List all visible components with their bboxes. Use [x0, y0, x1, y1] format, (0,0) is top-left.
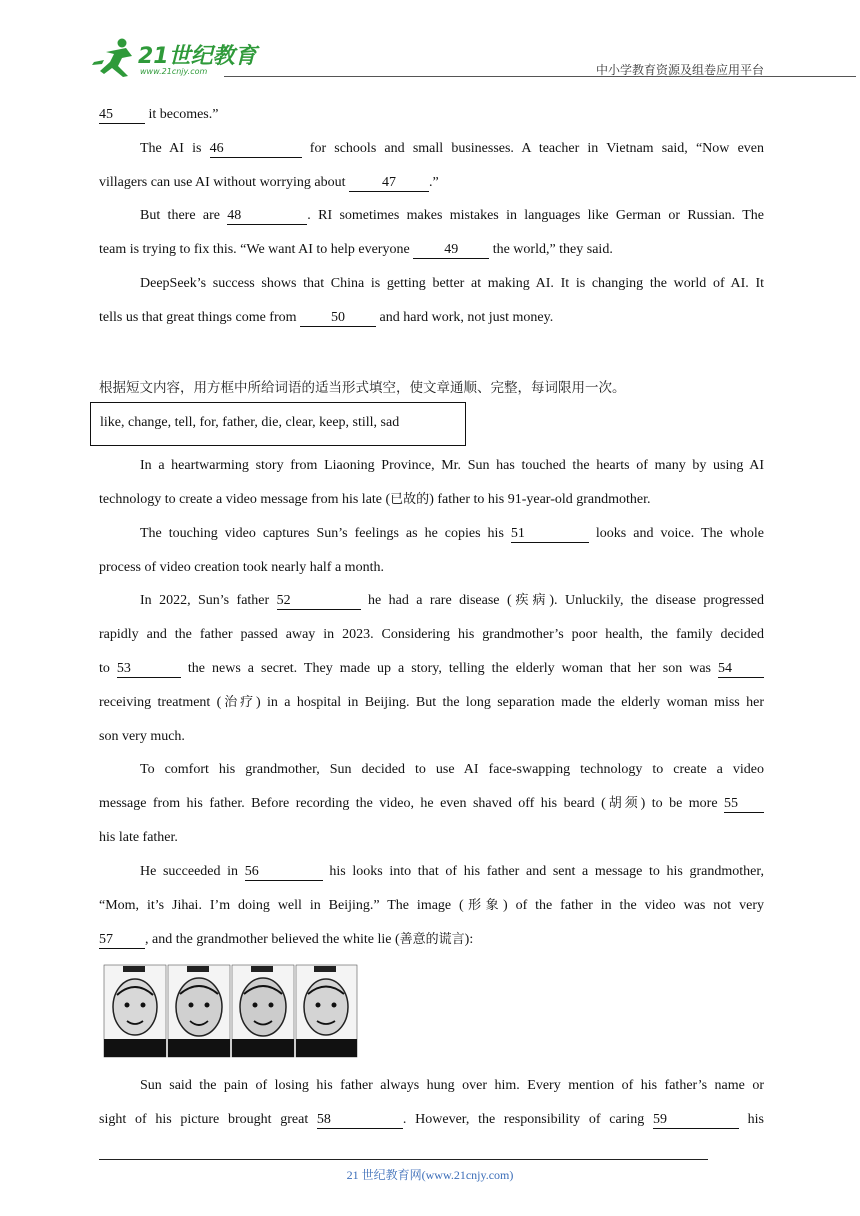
footer-text: 21 世纪教育网(www.21cnjy.com): [346, 1168, 514, 1182]
blank-56: 56: [245, 864, 323, 881]
text-line: To comfort his grandmother, Sun decided to use AI face-swapping technology to create a video: [140, 762, 764, 777]
text-line: He succeeded in 56 his looks into that of his father and sent a message to his grandmother,: [140, 864, 764, 879]
blank-57: 57: [99, 932, 145, 949]
text-line: In 2022, Sun’s father 52 he had a rare disease (疾病). Unluckily, the disease progressed: [140, 593, 764, 608]
word-box: [90, 402, 466, 446]
text-line: technology to create a video message from his late (已故的) father to his 91-year-old grandmother.: [99, 492, 651, 507]
word-list: like, change, tell, for, father, die, clear, keep, still, sad: [100, 415, 400, 430]
instruction-text: 根据短文内容，用方框中所给词语的适当形式填空，使文章通顺、完整，每词限用一次。: [99, 380, 626, 396]
blank-52: 52: [277, 593, 361, 610]
text-line: 45 it becomes.”: [99, 107, 219, 122]
logo-text: 21世纪教育: [138, 44, 257, 69]
blank-49: 49: [413, 242, 489, 259]
text-line: message from his father. Before recording the video, he even shaved off his beard (胡须) to be more 55: [99, 794, 764, 814]
text-line: tells us that great things come from 50 and hard work, not just money.: [99, 310, 554, 325]
page-header: [92, 36, 764, 78]
site-logo: [92, 36, 262, 78]
blank-47: 47: [349, 175, 429, 192]
face-swap-photo-strip: [103, 961, 358, 1059]
blank-53: 53: [117, 661, 181, 678]
portrait-photo: [168, 965, 230, 1057]
platform-slogan: 中小学教育资源及组卷应用平台: [595, 63, 764, 77]
portrait-photo: [104, 965, 166, 1057]
text-line: rapidly and the father passed away in 2023. Considering his grandmother’s poor health, the family decided: [99, 627, 764, 642]
text-line: The touching video captures Sun’s feelings as he copies his 51 looks and voice. The whole: [140, 526, 764, 541]
text-line: Sun said the pain of losing his father always hung over him. Every mention of his father’s name or: [140, 1078, 764, 1093]
blank-59: 59: [653, 1112, 739, 1129]
text-line: sight of his picture brought great 58 . However, the responsibility of caring 59 his: [99, 1112, 764, 1127]
footer-rule: [99, 1159, 708, 1160]
blank-45: 45: [99, 107, 145, 124]
blank-58: 58: [317, 1112, 403, 1129]
blank-54: 54: [718, 661, 764, 678]
blank-46: 46: [210, 141, 302, 158]
text-line: son very much.: [99, 729, 185, 744]
text-line: team is trying to fix this. “We want AI to help everyone 49 the world,” they said.: [99, 242, 613, 257]
text-line: receiving treatment (治疗) in a hospital in Beijing. But the long separation made the elderly woman miss her: [99, 695, 764, 710]
portrait-photo: [232, 965, 294, 1057]
text-line: The AI is 46 for schools and small businesses. A teacher in Vietnam said, “Now even: [140, 141, 764, 156]
blank-51: 51: [511, 526, 589, 543]
portrait-photo: [296, 965, 357, 1057]
text-line: villagers can use AI without worrying about 47 .”: [99, 175, 439, 190]
text-line: his late father.: [99, 830, 178, 845]
text-line: “Mom, it’s Jihai. I’m doing well in Beijing.” The image (形象) of the father in the video was not very: [99, 898, 764, 913]
blank-55: 55: [724, 796, 764, 813]
text-line: In a heartwarming story from Liaoning Province, Mr. Sun has touched the hearts of many by using AI: [140, 458, 764, 473]
text-line: 57 , and the grandmother believed the white lie (善意的谎言):: [99, 932, 474, 947]
blank-50: 50: [300, 310, 376, 327]
text-line: to 53 the news a secret. They made up a story, telling the elderly woman that her son was 54: [99, 659, 764, 679]
logo-url: www.21cnjy.com: [140, 67, 208, 76]
text-line: process of video creation took nearly half a month.: [99, 560, 384, 575]
blank-48: 48: [227, 208, 307, 225]
text-line: DeepSeek’s success shows that China is getting better at making AI. It is changing the world of AI. It: [140, 276, 764, 291]
text-line: But there are 48 . RI sometimes makes mistakes in languages like German or Russian. The: [140, 208, 764, 223]
